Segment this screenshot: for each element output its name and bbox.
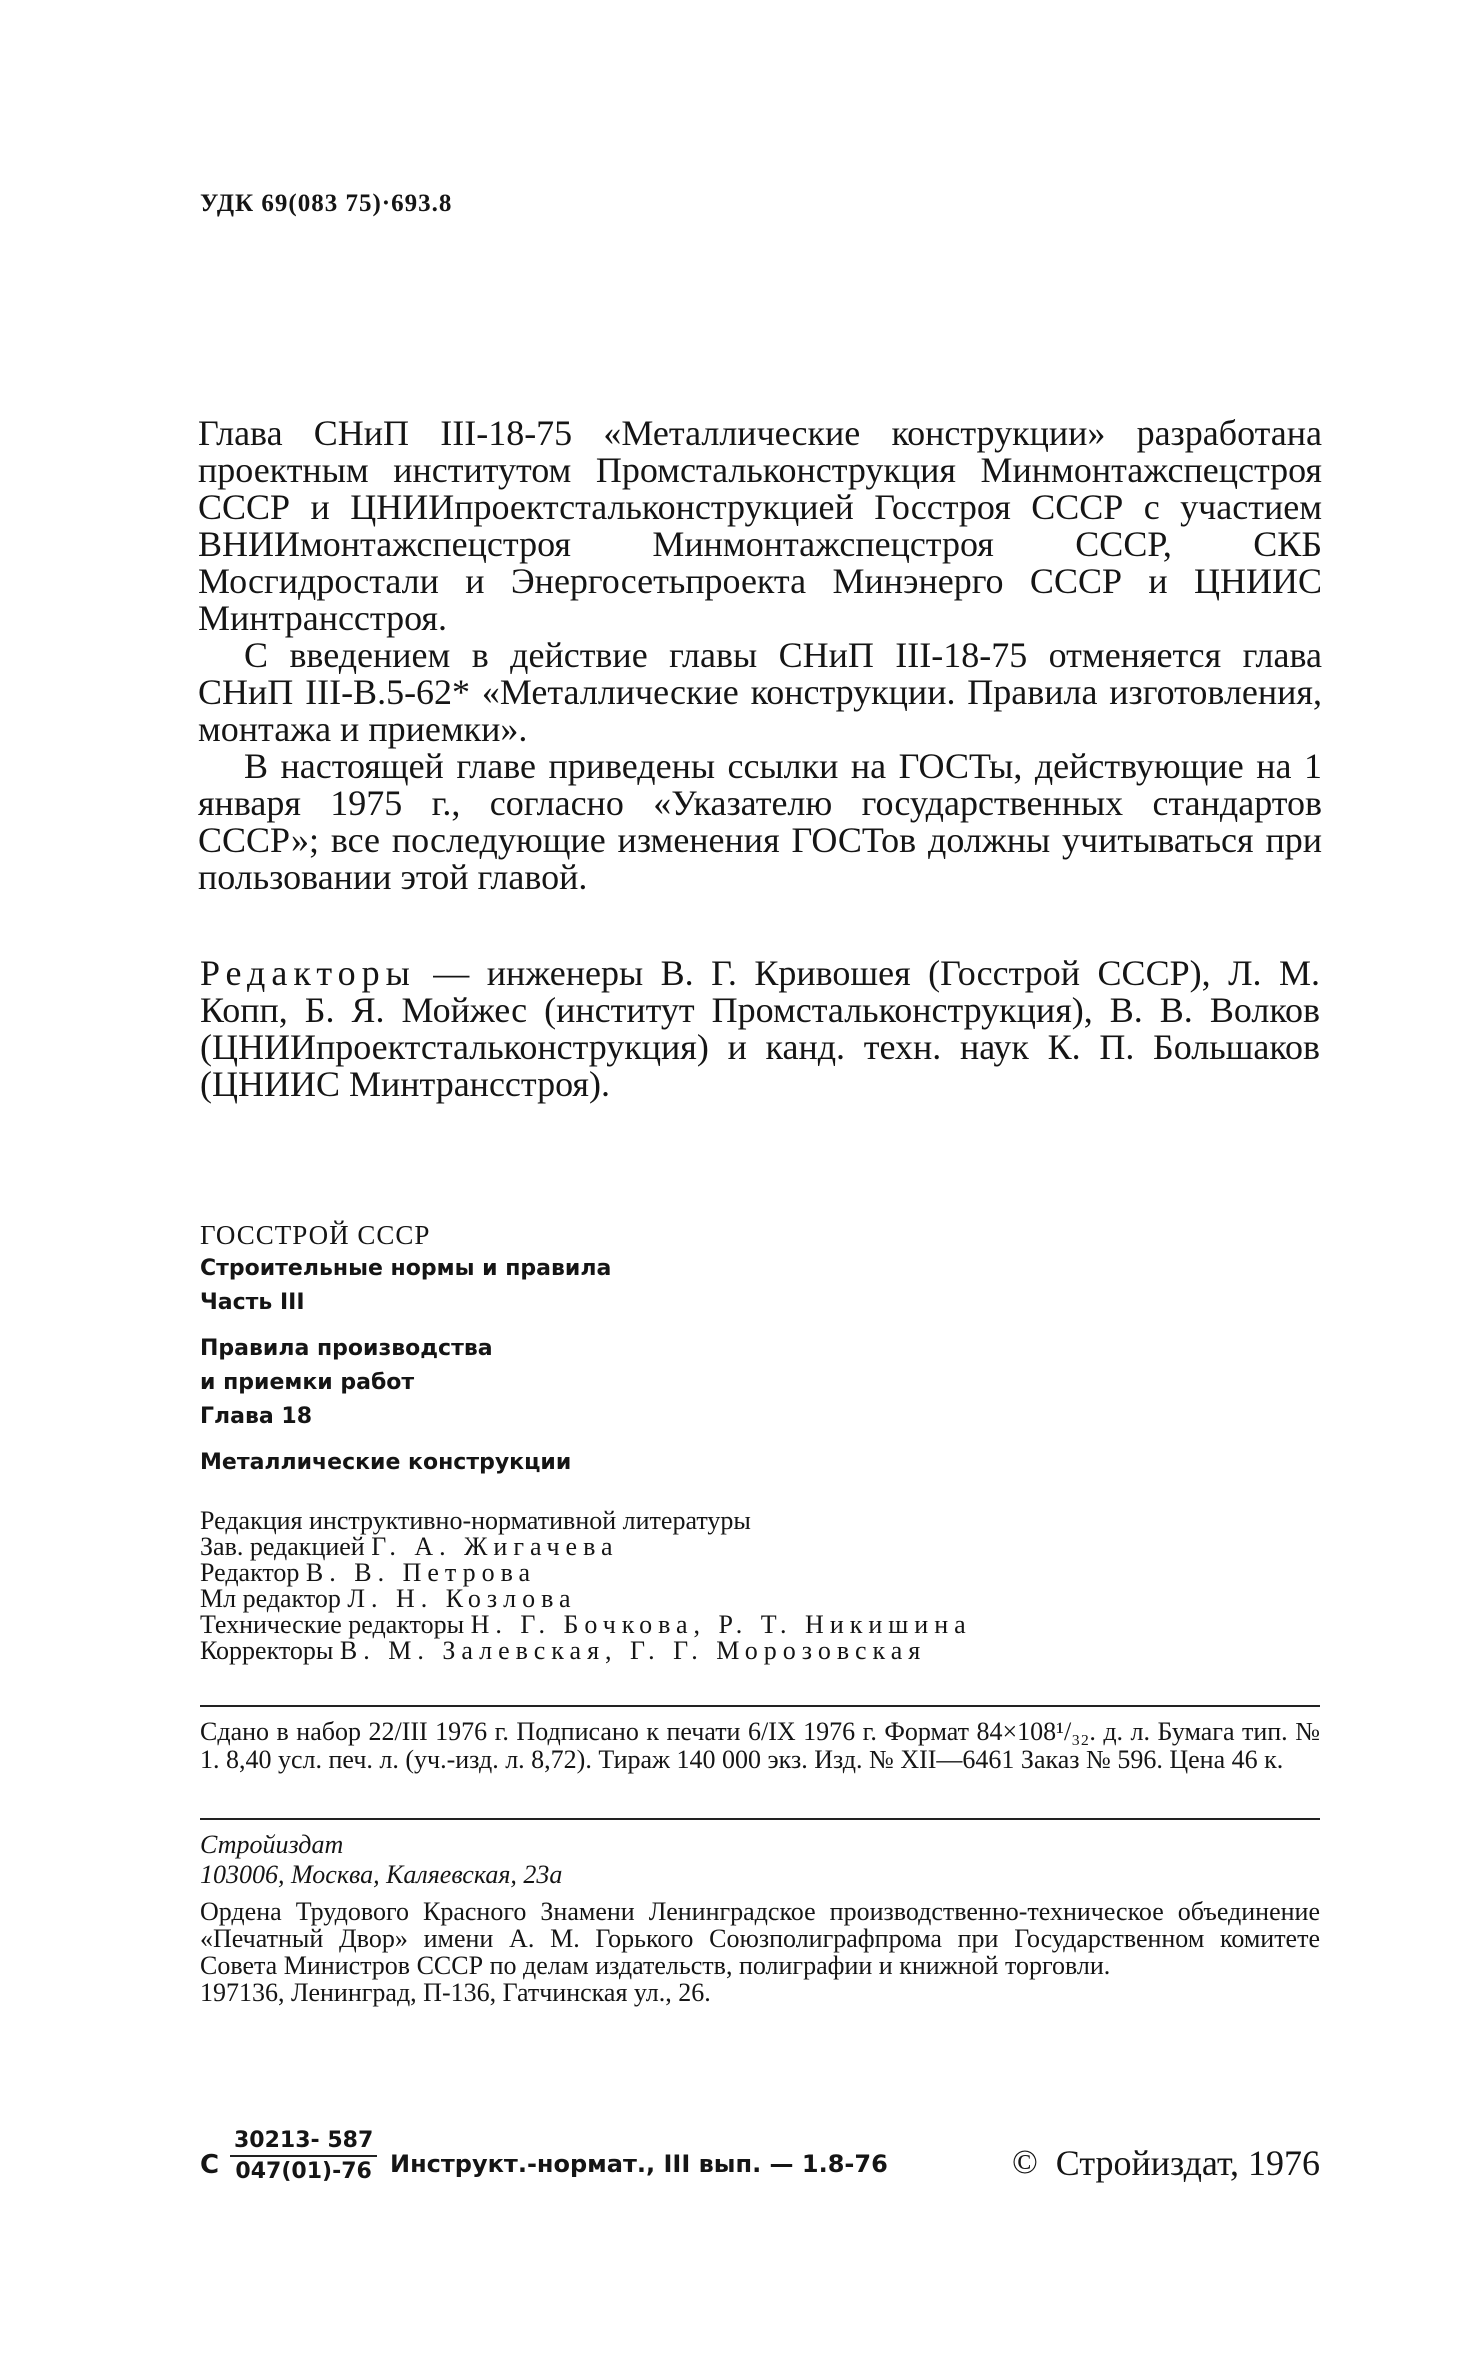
- intro-paragraph-1: Глава СНиП III-18-75 «Металлические конструкции» разработана проектным институтом Промстальконструкция Минмонтажспецстроя СССР и ЦНИИпроектстальконструкцией Госстроя СССР с участием ВНИИмонтажспецстроя Минмонтажспецстроя СССР, СКБ Мосгидростали и Энергосетьпроекта Минэнерго СССР и ЦНИИС Минтрансстроя.: [198, 413, 1322, 638]
- publisher-name: Стройиздат: [200, 1830, 344, 1859]
- editors-names: — инженеры В. Г. Кривошея (Госстрой СССР), Л. М. Копп, Б. Я. Мойжес (институт Промстальконструкция), В. В. Волков (ЦНИИпроектстальконструкция) и канд. техн. наук К. П. Большаков (ЦНИИС Минтрансстроя).: [200, 953, 1320, 1104]
- copyright-icon: ©: [1011, 2144, 1038, 2181]
- index-letter: С: [200, 2150, 220, 2180]
- staff-line-proofreaders: Корректоры В. М. Залевская, Г. Г. Морозовская: [200, 1636, 927, 1665]
- index-numerator: 30213- 587: [230, 2128, 377, 2157]
- staff-line-editor: Редактор В. В. Петрова: [200, 1558, 537, 1587]
- bottom-line: [200, 2128, 1320, 2198]
- intro-text: [198, 415, 1322, 896]
- printing-house-text: Ордена Трудового Красного Знамени Ленинградское производственно-техническое объединение «Печатный Двор» имени А. М. Горького Союзполиграфпрома при Государственном комитете Совета Министров СССР по делам издательств, полиграфии и книжной торговли.: [200, 1897, 1320, 1980]
- editors-block: [200, 955, 1320, 1103]
- staff-line-head: Зав. редакцией Г. А. Жигачева: [200, 1532, 619, 1561]
- intro-paragraph-3: В настоящей главе приведены ссылки на ГОСТы, действующие на 1 января 1975 г., согласно «Указателю государственных стандартов СССР»; все последующие изменения ГОСТов должны учитываться при пользовании этой главой.: [198, 746, 1322, 897]
- editorial-staff: [200, 1508, 1320, 1664]
- staff-tech-editors-names: Н. Г. Бочкова, Р. Т. Никишина: [470, 1610, 972, 1639]
- staff-line-edition: Редакция инструктивно-нормативной литературы: [200, 1506, 751, 1535]
- udk-code: УДК 69(083 75)·693.8: [200, 190, 453, 217]
- printing-house-block: [200, 1898, 1320, 2006]
- divider-top: [200, 1705, 1320, 1707]
- staff-line-junior-editor: Мл редактор Л. Н. Козлова: [200, 1584, 577, 1613]
- staff-line-tech-editors: Технические редакторы Н. Г. Бочкова, Р. Т. Никишина: [200, 1610, 972, 1639]
- imprint-section-line-2: и приемки работ: [200, 1370, 415, 1395]
- printing-house-address: 197136, Ленинград, П-136, Гатчинская ул., 26.: [200, 1978, 711, 2007]
- index-fraction: [230, 2128, 377, 2184]
- copyright-text: Стройиздат, 1976: [1055, 2143, 1320, 2183]
- editors-label: Редакторы: [200, 953, 416, 993]
- print-info: Сдано в набор 22/III 1976 г. Подписано к печати 6/IX 1976 г. Формат 84×108¹/₃₂. д. л. Бумага тип. № 1. 8,40 усл. печ. л. (уч.-изд. л. 8,72). Тираж 140 000 экз. Изд. № XII—6461 Заказ № 596. Цена 46 к.: [200, 1717, 1320, 1774]
- staff-editor-name: В. В. Петрова: [305, 1558, 537, 1587]
- publisher-block: [200, 1830, 1320, 1890]
- imprint-chapter-title: Металлические конструкции: [200, 1450, 572, 1475]
- publisher-address: 103006, Москва, Каляевская, 23а: [200, 1860, 563, 1889]
- imprint-part: Часть III: [200, 1290, 305, 1315]
- divider-bottom: [200, 1818, 1320, 1820]
- imprint-header: [200, 1218, 1000, 1480]
- imprint-chapter: Глава 18: [200, 1404, 313, 1429]
- staff-junior-editor-name: Л. Н. Козлова: [347, 1584, 577, 1613]
- imprint-section-line-1: Правила производства: [200, 1336, 493, 1361]
- index-denominator: 047(01)-76: [235, 2159, 372, 2184]
- intro-paragraph-2: С введением в действие главы СНиП III-18-75 отменяется глава СНиП III-В.5-62* «Металлические конструкции. Правила изготовления, монтажа и приемки».: [198, 635, 1322, 749]
- copyright: [1012, 2142, 1320, 2184]
- staff-proofreaders-names: В. М. Залевская, Г. Г. Морозовская: [339, 1636, 927, 1665]
- imprint-organization: ГОССТРОЙ СССР: [200, 1220, 431, 1250]
- imprint-series: Строительные нормы и правила: [200, 1256, 612, 1281]
- staff-head-name: Г. А. Жигачева: [371, 1532, 619, 1561]
- index-info: Инструкт.-нормат., III вып. — 1.8-76: [390, 2150, 888, 2178]
